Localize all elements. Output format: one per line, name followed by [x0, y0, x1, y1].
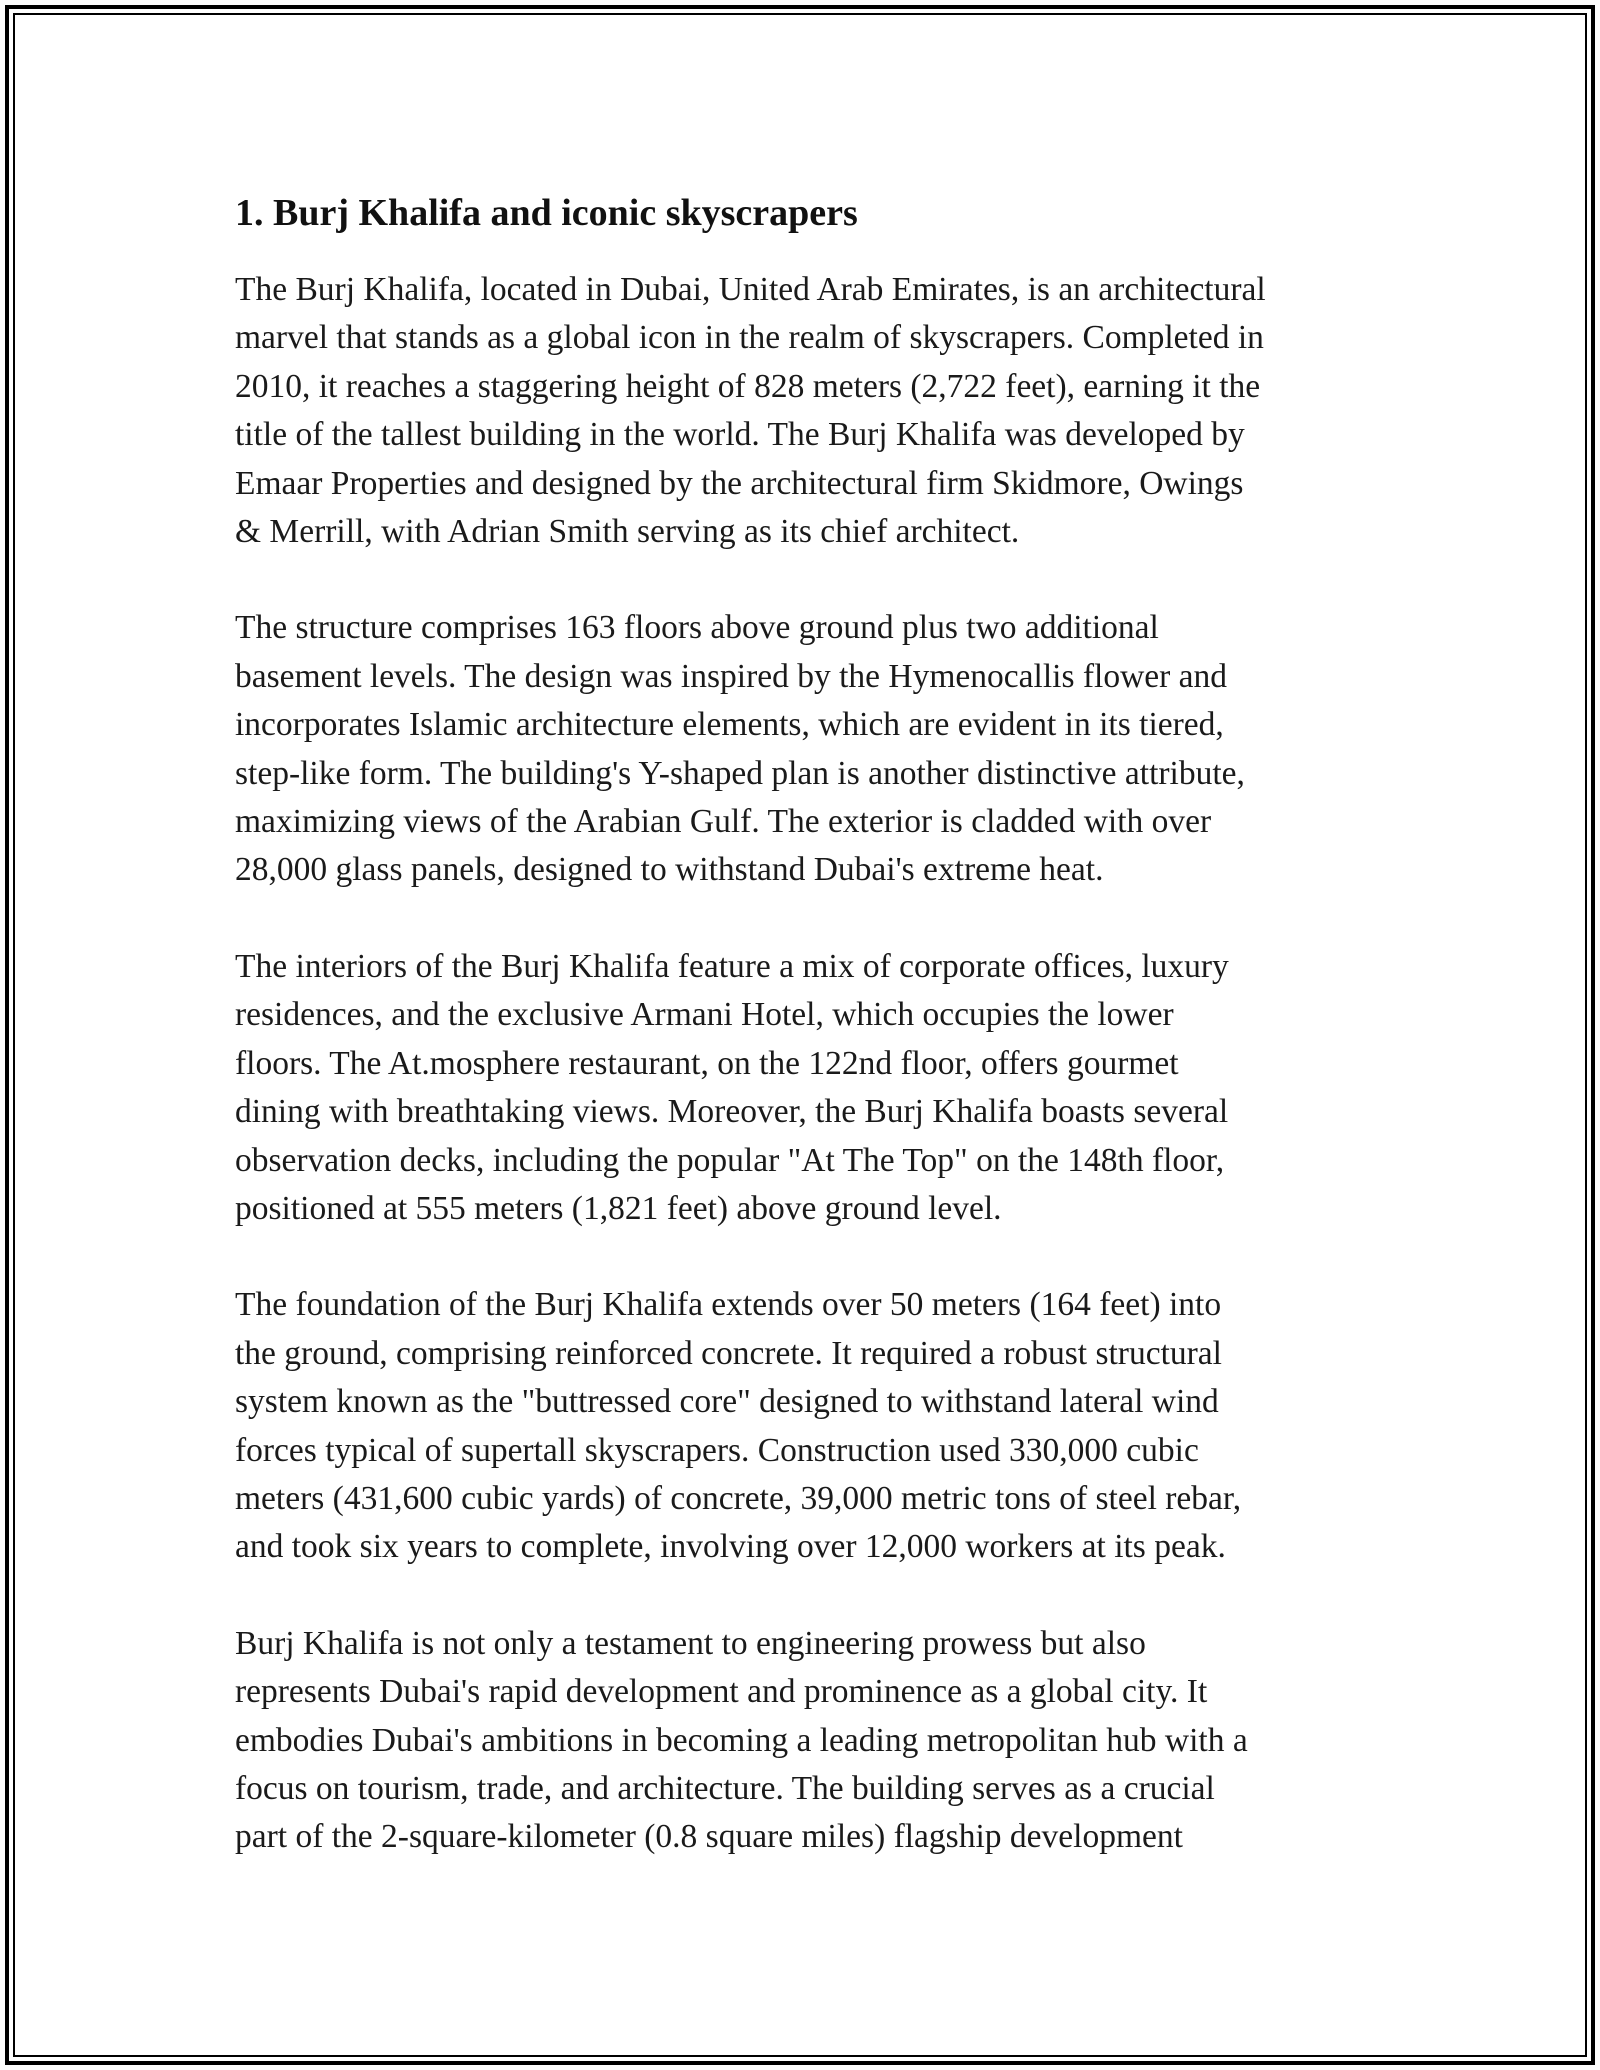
paragraph-foundation: The foundation of the Burj Khalifa extends over 50 meters (164 feet) into the ground, comprising reinforced concrete. It required a robust structural system known as the "buttressed core" designed to withstand lateral wind forces typical of supertall skyscrapers. Construction used 330,000 cubic meters (431,600 cubic yards) of concrete, 39,000 metric tons of steel rebar, and took six years to complete, involving over 12,000 workers at its peak. — [235, 1286, 1242, 1566]
document-body — [235, 188, 1375, 1910]
paragraph-significance: Burj Khalifa is not only a testament to engineering prowess but also represents Dubai's rapid development and prominence as a global city. It embodies Dubai's ambitions in becoming a leading metropolitan hub with a focus on tourism, trade, and architecture. The building serves as a crucial part of the 2-square-kilometer (0.8 square miles) flagship development — [235, 1624, 1248, 1856]
paragraph-design: The structure comprises 163 floors above ground plus two additional basement levels. The design was inspired by the Hymenocallis flower and incorporates Islamic architecture elements, which are evident in its tiered, step-like form. The building's Y-shaped plan is another distinctive attribute, maximizing views of the Arabian Gulf. The exterior is cladded with over 28,000 glass panels, designed to withstand Dubai's extreme heat. — [235, 609, 1245, 889]
paragraph-overview: The Burj Khalifa, located in Dubai, United Arab Emirates, is an architectural marvel that stands as a global icon in the realm of skyscrapers. Completed in 2010, it reaches a staggering height of 828 meters (2,722 feet), earning it the title of the tallest building in the world. The Burj Khalifa was developed by Emaar Properties and designed by the architectural firm Skidmore, Owings & Merrill, with Adrian Smith serving as its chief architect. — [235, 271, 1266, 551]
paragraph-interiors: The interiors of the Burj Khalifa feature a mix of corporate offices, luxury residences, and the exclusive Armani Hotel, which occupies the lower floors. The At.mosphere restaurant, on the 122nd floor, offers gourmet dining with breathtaking views. Moreover, the Burj Khalifa boasts several observation decks, including the popular "At The Top" on the 148th floor, positioned at 555 meters (1,821 feet) above ground level. — [235, 947, 1229, 1227]
section-heading: 1. Burj Khalifa and iconic skyscrapers — [235, 192, 858, 234]
